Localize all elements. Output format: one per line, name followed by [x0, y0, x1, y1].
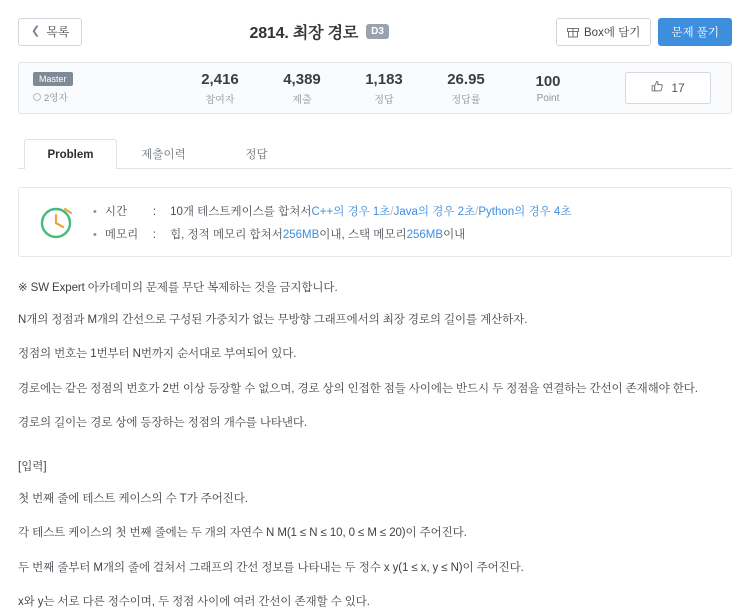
- memory-limit-colon: :: [152, 228, 157, 241]
- stat-item: [343, 70, 425, 107]
- stat-list: [119, 70, 625, 107]
- tab-answer[interactable]: [210, 138, 303, 168]
- stat-item: [507, 72, 589, 105]
- memory-limit-heap: 256MB: [282, 228, 320, 241]
- bullet-icon: •: [93, 205, 97, 218]
- time-limit-colon: :: [152, 205, 157, 218]
- stat-label: 참여자: [205, 95, 235, 107]
- page-title: 2814. 최장 경로: [249, 25, 359, 42]
- stat-label: 정답률: [451, 95, 481, 107]
- person-icon: [33, 93, 41, 101]
- time-limit-line: [93, 203, 571, 219]
- title-area: [82, 20, 556, 43]
- add-to-box-button[interactable]: [556, 18, 651, 46]
- author-name: 2영자: [44, 93, 68, 105]
- stat-value: 4,389: [283, 70, 321, 88]
- tab-problem[interactable]: [24, 139, 117, 169]
- memory-limit-line: [93, 226, 571, 242]
- problem-paragraph: N개의 정점과 M개의 간선으로 구성된 가중치가 없는 무방향 그래프에서의 최장 경로의 길이를 계산하자.: [18, 314, 528, 326]
- problem-paragraph: 경로의 길이는 경로 상에 등장하는 정점의 개수를 나타낸다.: [18, 416, 307, 429]
- time-limit-key: 시간: [104, 205, 128, 218]
- thumbs-up-icon: [651, 80, 664, 96]
- limit-lines: [93, 203, 571, 242]
- copyright-notice: ※ SW Expert 아카데미의 문제를 무단 복제하는 것을 금지합니다.: [18, 282, 338, 294]
- tab-label: 제출이력: [141, 148, 186, 161]
- memory-limit-prefix: 힙, 정적 메모리 합쳐서: [170, 228, 283, 241]
- memory-limit-suffix: 이내: [443, 228, 466, 241]
- clock-icon: [35, 201, 77, 243]
- solve-problem-button[interactable]: [658, 18, 732, 46]
- problem-paragraph: 경로에는 같은 정점의 번호가 2번 이상 등장할 수 없으며, 경로 상의 인접한 점들 사이에는 반드시 두 정점을 연결하는 간선이 존재해야 한다.: [18, 382, 698, 395]
- limits-panel: [18, 187, 732, 257]
- time-limit-sep1: /: [390, 205, 394, 218]
- time-limit-java: Java의 경우 2초: [393, 205, 476, 218]
- like-count: 17: [671, 81, 685, 95]
- time-limit-sep2: /: [475, 205, 479, 218]
- stat-item: [261, 70, 343, 107]
- memory-limit-mid: 이내, 스택 메모리: [319, 228, 407, 241]
- chevron-left-icon: ❮: [31, 25, 41, 37]
- stat-item: [179, 70, 261, 107]
- back-to-list-button[interactable]: [18, 18, 82, 46]
- author-name-wrap: [33, 90, 68, 104]
- input-paragraph: 첫 번째 줄에 테스트 케이스의 수 T가 주어진다.: [18, 493, 248, 505]
- input-paragraph: x와 y는 서로 다른 정수이며, 두 정점 사이에 여러 간선이 존재할 수 있다.: [18, 595, 370, 608]
- input-paragraph: 각 테스트 케이스의 첫 번째 줄에는 두 개의 자연수 N M(1 ≤ N ≤ 10, 0 ≤ M ≤ 20)이 주어진다.: [18, 527, 467, 540]
- stat-value: 1,183: [365, 70, 403, 88]
- header-actions: [556, 18, 732, 46]
- difficulty-badge: D3: [366, 24, 389, 39]
- stats-panel: [18, 62, 732, 114]
- time-limit-cpp: C++의 경우 1초: [311, 205, 391, 218]
- stat-label: 정답: [374, 95, 394, 107]
- page-header: [18, 0, 732, 48]
- author-info: [33, 72, 119, 105]
- memory-limit-key: 메모리: [104, 228, 139, 241]
- tab-submission-history[interactable]: [117, 138, 210, 168]
- stat-label: 제출: [292, 95, 312, 107]
- stat-value: 2,416: [201, 70, 239, 88]
- solve-problem-label: 문제 풀기: [671, 26, 719, 39]
- like-button[interactable]: [625, 72, 711, 104]
- tab-label: Problem: [47, 148, 94, 161]
- back-button-label: 목록: [46, 25, 70, 39]
- stat-value: 100: [535, 72, 561, 90]
- level-badge: Master: [33, 72, 73, 87]
- stat-label: Point: [536, 93, 560, 105]
- tab-bar: [18, 138, 732, 169]
- tab-label: 정답: [245, 148, 268, 161]
- stat-item: [425, 70, 507, 107]
- memory-limit-stack: 256MB: [406, 228, 444, 241]
- time-limit-prefix: 10개 테스트케이스를 합쳐서: [170, 205, 312, 218]
- input-section-heading: [입력]: [18, 461, 47, 473]
- box-icon: [567, 26, 579, 38]
- problem-paragraph: 정점의 번호는 1번부터 N번까지 순서대로 부여되어 있다.: [18, 348, 297, 361]
- time-limit-python: Python의 경우 4초: [478, 205, 572, 218]
- input-paragraph: 두 번째 줄부터 M개의 줄에 걸쳐서 그래프의 간선 정보를 나타내는 두 정수 x y(1 ≤ x, y ≤ N)이 주어진다.: [18, 561, 524, 574]
- add-to-box-label: Box에 담기: [584, 26, 641, 39]
- stat-value: 26.95: [447, 70, 485, 88]
- bullet-icon: •: [93, 228, 97, 241]
